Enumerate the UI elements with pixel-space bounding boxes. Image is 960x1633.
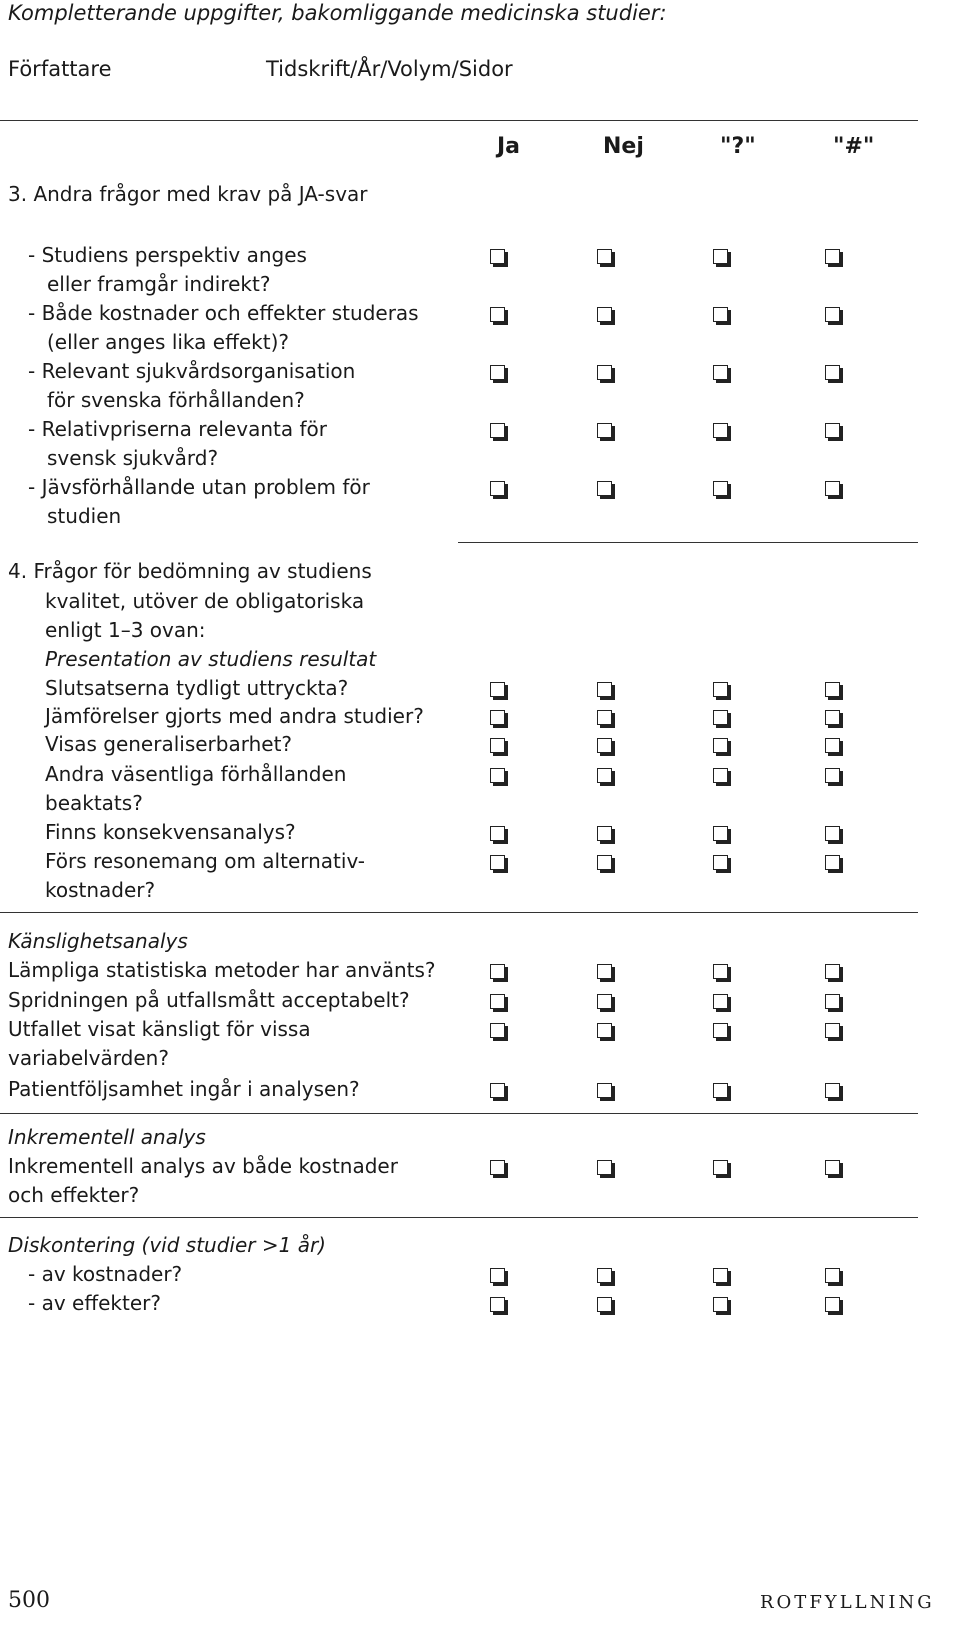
checkbox-not-applicable[interactable] [825, 423, 840, 438]
checkbox-ja[interactable] [490, 1268, 505, 1283]
checkbox-unclear[interactable] [713, 249, 728, 264]
checkbox-not-applicable[interactable] [825, 855, 840, 870]
checkbox-unclear[interactable] [713, 1083, 728, 1098]
checkbox-unclear[interactable] [713, 964, 728, 979]
checkbox-nej[interactable] [597, 249, 612, 264]
checkbox-not-applicable[interactable] [825, 994, 840, 1009]
checkbox-unclear[interactable] [713, 710, 728, 725]
checkbox-unclear[interactable] [713, 855, 728, 870]
checkbox-nej[interactable] [597, 964, 612, 979]
journal-label: Tidskrift/År/Volym/Sidor [266, 57, 513, 81]
checkbox-ja[interactable] [490, 481, 505, 496]
checkbox-ja[interactable] [490, 826, 505, 841]
author-label: Författare [8, 57, 112, 81]
question-text-continued: (eller anges lika effekt)? [47, 330, 290, 354]
checkbox-not-applicable[interactable] [825, 1268, 840, 1283]
question-text-continued: svensk sjukvård? [47, 446, 219, 470]
checkbox-unclear[interactable] [713, 1160, 728, 1175]
checkbox-nej[interactable] [597, 307, 612, 322]
checkbox-not-applicable[interactable] [825, 1083, 840, 1098]
checkbox-not-applicable[interactable] [825, 1023, 840, 1038]
checkbox-not-applicable[interactable] [825, 710, 840, 725]
question-text: - Studiens perspektiv anges [28, 243, 307, 267]
question-text-continued: eller framgår indirekt? [47, 272, 271, 296]
question-text-continued: variabelvärden? [8, 1046, 169, 1070]
question-text: Inkrementell analys av både kostnader [8, 1154, 398, 1178]
checkbox-unclear[interactable] [713, 481, 728, 496]
checkbox-ja[interactable] [490, 682, 505, 697]
column-header-nej: Nej [603, 134, 644, 159]
question-text: Slutsatserna tydligt uttryckta? [45, 676, 349, 700]
section4-subheading: Presentation av studiens resultat [45, 647, 377, 671]
question-text-continued: och effekter? [8, 1183, 140, 1207]
checkbox-ja[interactable] [490, 423, 505, 438]
checkbox-unclear[interactable] [713, 738, 728, 753]
question-text-continued: kostnader? [45, 878, 156, 902]
checkbox-unclear[interactable] [713, 682, 728, 697]
checkbox-ja[interactable] [490, 1297, 505, 1312]
section4-divider [0, 912, 918, 913]
checkbox-unclear[interactable] [713, 768, 728, 783]
section3-title: 3. Andra frågor med krav på JA-svar [8, 182, 368, 206]
checkbox-not-applicable[interactable] [825, 1160, 840, 1175]
checkbox-nej[interactable] [597, 855, 612, 870]
checkbox-not-applicable[interactable] [825, 964, 840, 979]
checkbox-unclear[interactable] [713, 1023, 728, 1038]
question-text: - Relativpriserna relevanta för [28, 417, 327, 441]
running-title: ROTFYLLNING [760, 1592, 935, 1613]
question-text: Visas generaliserbarhet? [45, 732, 293, 756]
checkbox-not-applicable[interactable] [825, 365, 840, 380]
checkbox-not-applicable[interactable] [825, 249, 840, 264]
checkbox-ja[interactable] [490, 307, 505, 322]
checkbox-nej[interactable] [597, 826, 612, 841]
checkbox-ja[interactable] [490, 1160, 505, 1175]
column-header-not-applicable: "#" [833, 134, 875, 159]
section4-title-line2: kvalitet, utöver de obligatoriska [45, 589, 365, 613]
sensitivity-divider [0, 1113, 918, 1114]
question-text: Jämförelser gjorts med andra studier? [45, 704, 424, 728]
checkbox-nej[interactable] [597, 423, 612, 438]
checkbox-unclear[interactable] [713, 994, 728, 1009]
checkbox-nej[interactable] [597, 682, 612, 697]
checkbox-nej[interactable] [597, 994, 612, 1009]
incremental-divider [0, 1217, 918, 1218]
checkbox-unclear[interactable] [713, 307, 728, 322]
incremental-subheading: Inkrementell analys [8, 1125, 206, 1149]
checkbox-ja[interactable] [490, 249, 505, 264]
page-title: Kompletterande uppgifter, bakomliggande medicinska studier: [8, 1, 667, 25]
checkbox-unclear[interactable] [713, 1268, 728, 1283]
checkbox-nej[interactable] [597, 481, 612, 496]
checkbox-ja[interactable] [490, 738, 505, 753]
checkbox-nej[interactable] [597, 1297, 612, 1312]
checkbox-nej[interactable] [597, 1268, 612, 1283]
section4-title-line3: enligt 1–3 ovan: [45, 618, 206, 642]
checkbox-not-applicable[interactable] [825, 682, 840, 697]
page-number: 500 [8, 1588, 50, 1613]
question-text-continued: beaktats? [45, 791, 143, 815]
checkbox-not-applicable[interactable] [825, 738, 840, 753]
checkbox-nej[interactable] [597, 768, 612, 783]
checkbox-ja[interactable] [490, 964, 505, 979]
question-text: Spridningen på utfallsmått acceptabelt? [8, 988, 410, 1012]
question-text: Andra väsentliga förhållanden [45, 762, 347, 786]
question-text: Förs resonemang om alternativ- [45, 849, 365, 873]
checkbox-unclear[interactable] [713, 365, 728, 380]
checkbox-ja[interactable] [490, 994, 505, 1009]
sensitivity-subheading: Känslighetsanalys [8, 929, 188, 953]
question-text: Finns konsekvensanalys? [45, 820, 296, 844]
column-header-ja: Ja [497, 134, 521, 159]
checkbox-nej[interactable] [597, 365, 612, 380]
question-text: - av kostnader? [28, 1262, 183, 1286]
checkbox-ja[interactable] [490, 710, 505, 725]
checkbox-not-applicable[interactable] [825, 481, 840, 496]
question-text-continued: för svenska förhållanden? [47, 388, 305, 412]
question-text: - Relevant sjukvårdsorganisation [28, 359, 356, 383]
question-text: Lämpliga statistiska metoder har använts? [8, 958, 436, 982]
checkbox-ja[interactable] [490, 855, 505, 870]
checkbox-ja[interactable] [490, 365, 505, 380]
section3-divider [458, 542, 918, 543]
question-text: - Jävsförhållande utan problem för [28, 475, 370, 499]
checkbox-unclear[interactable] [713, 826, 728, 841]
question-text: Utfallet visat känsligt för vissa [8, 1017, 311, 1041]
checkbox-not-applicable[interactable] [825, 768, 840, 783]
column-header-unclear: "?" [720, 134, 756, 159]
discounting-subheading: Diskontering (vid studier >1 år) [8, 1233, 326, 1257]
checkbox-ja[interactable] [490, 1083, 505, 1098]
checkbox-unclear[interactable] [713, 1297, 728, 1312]
question-text: - av effekter? [28, 1291, 161, 1315]
checkbox-ja[interactable] [490, 1023, 505, 1038]
question-text: Patientföljsamhet ingår i analysen? [8, 1077, 360, 1101]
checkbox-unclear[interactable] [713, 423, 728, 438]
checkbox-nej[interactable] [597, 1160, 612, 1175]
checkbox-nej[interactable] [597, 1083, 612, 1098]
header-divider [0, 120, 918, 121]
section4-title-line1: 4. Frågor för bedömning av studiens [8, 559, 372, 583]
checkbox-not-applicable[interactable] [825, 1297, 840, 1312]
checkbox-not-applicable[interactable] [825, 307, 840, 322]
checkbox-not-applicable[interactable] [825, 826, 840, 841]
checkbox-nej[interactable] [597, 738, 612, 753]
question-text-continued: studien [47, 504, 122, 528]
checkbox-ja[interactable] [490, 768, 505, 783]
checkbox-nej[interactable] [597, 1023, 612, 1038]
question-text: - Både kostnader och effekter studeras [28, 301, 419, 325]
checkbox-nej[interactable] [597, 710, 612, 725]
